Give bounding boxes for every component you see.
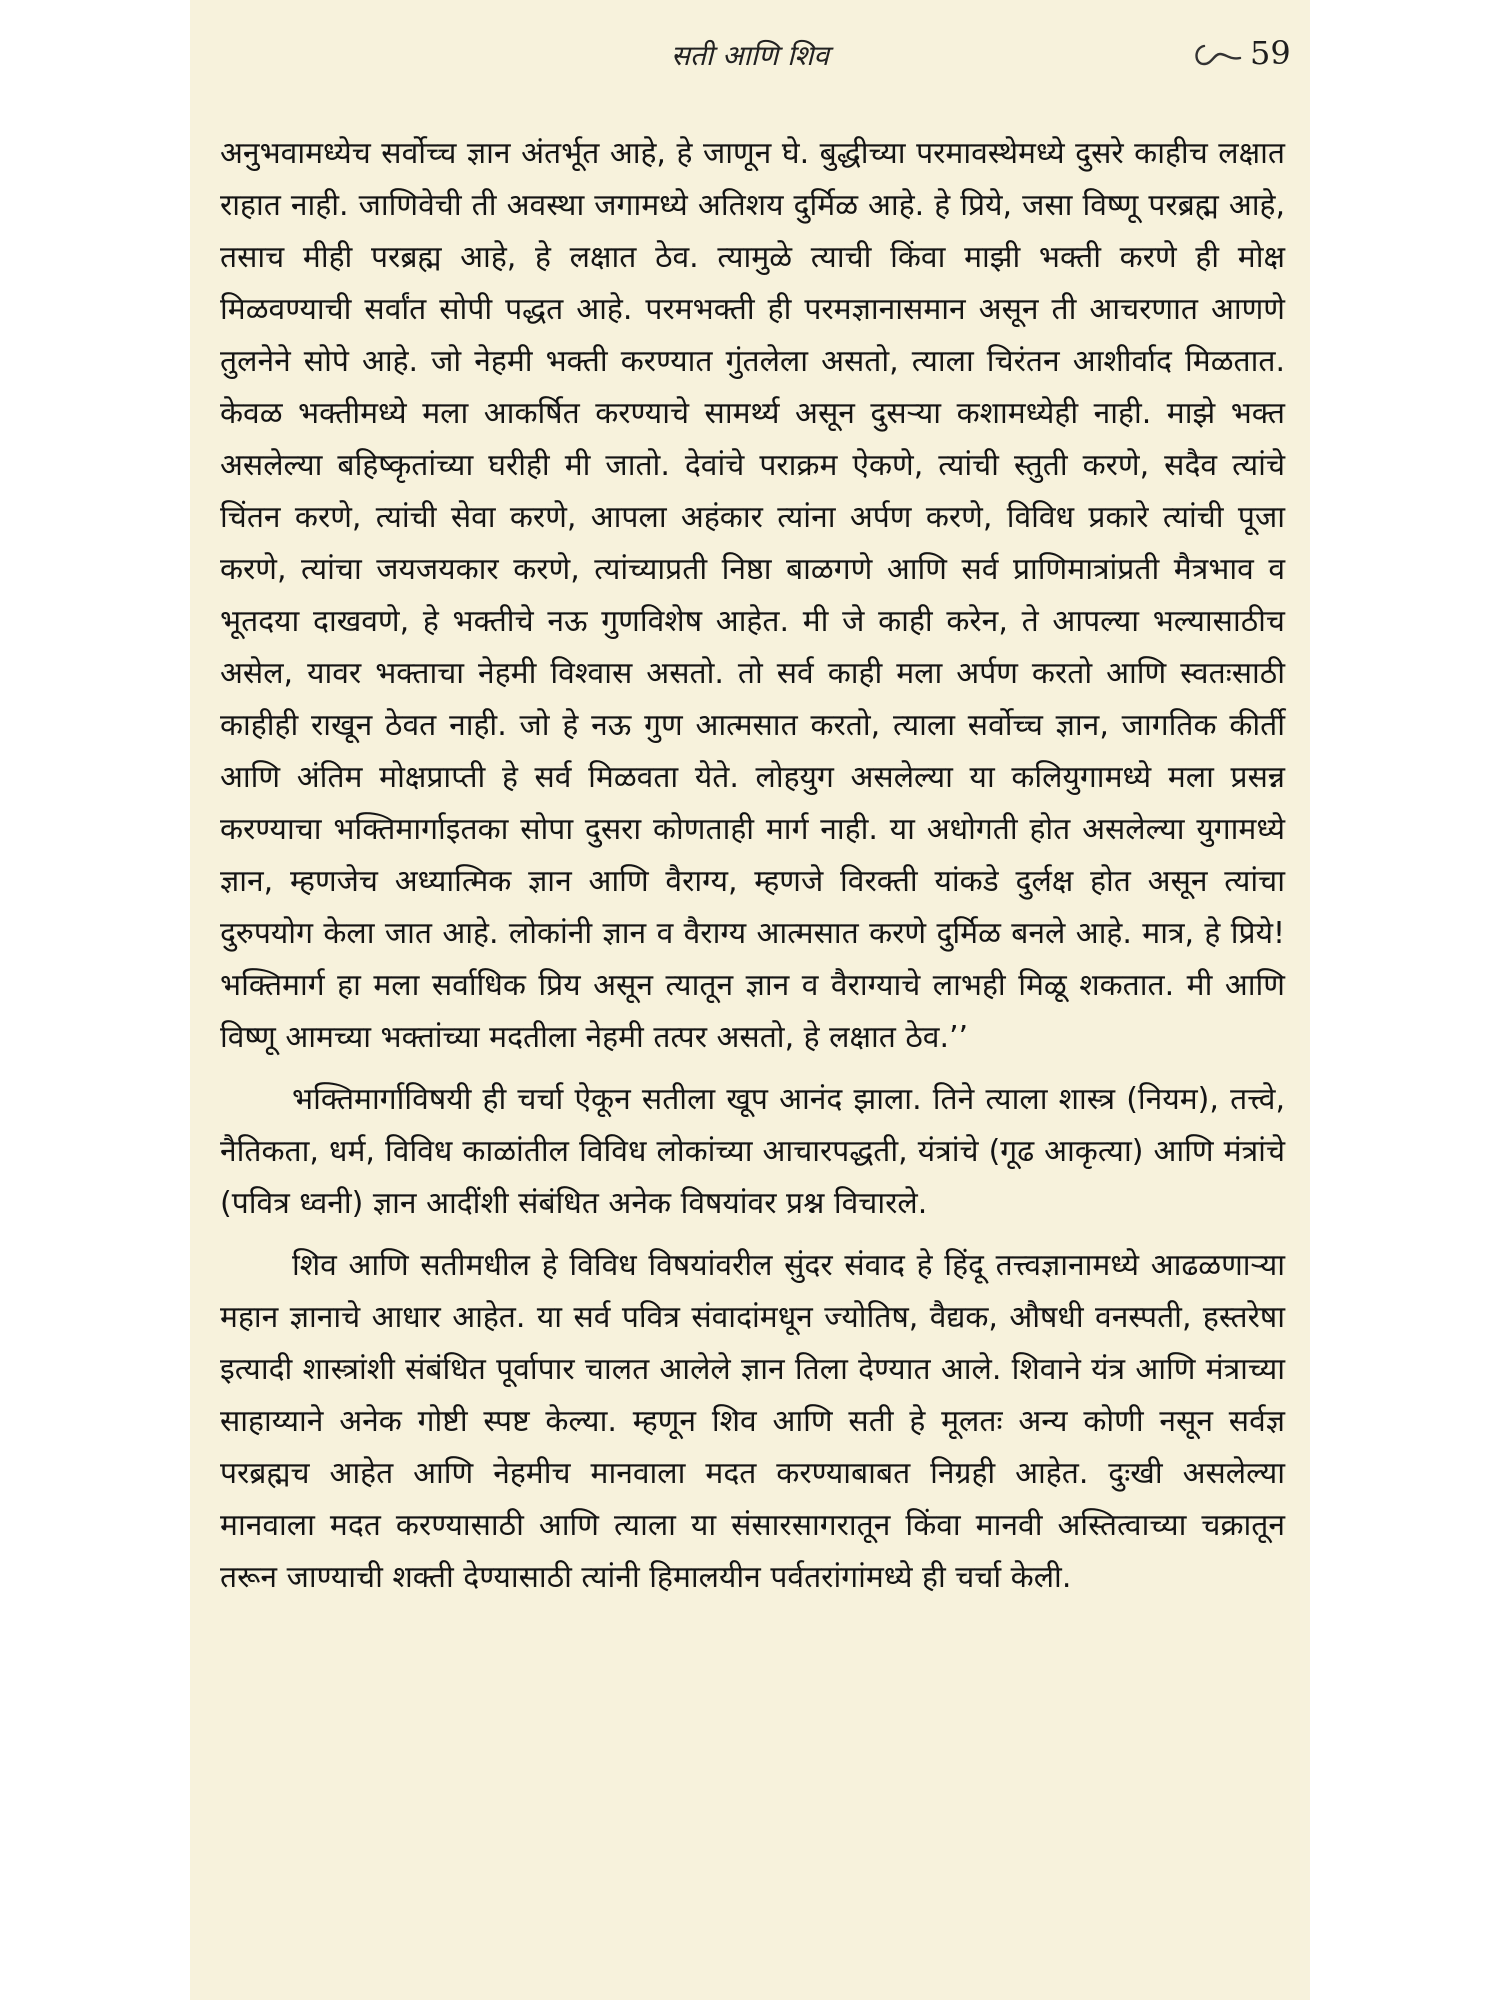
- paragraph-3: शिव आणि सतीमधील हे विविध विषयांवरील सुंदर संवाद हे हिंदू तत्त्वज्ञानामध्ये आढळणाऱ्या महान ज्ञानाचे आधार आहेत. या सर्व पवित्र संवादांमधून ज्योतिष, वैद्यक, औषधी वनस्पती, हस्तरेषा इत्यादी शास्त्रांशी संबंधित पूर्वापार चालत आलेले ज्ञान तिला देण्यात आले. शिवाने यंत्र आणि मंत्राच्या साहाय्याने अनेक गोष्टी स्पष्ट केल्या. म्हणून शिव आणि सती हे मूलतः अन्य कोणी नसून सर्वज्ञ परब्रह्मच आहेत आणि नेहमीच मानवाला मदत करण्याबाबत निग्रही आहेत. दुःखी असलेल्या मानवाला मदत करण्यासाठी आणि त्याला या संसारसागरातून किंवा मानवी अस्तित्वाच्या चक्रातून तरून जाण्याची शक्ती देण्यासाठी त्यांनी हिमालयीन पर्वतरांगांमध्ये ही चर्चा केली.: [220, 1248, 1285, 1595]
- paragraph-2: भक्तिमार्गाविषयी ही चर्चा ऐकून सतीला खूप आनंद झाला. तिने त्याला शास्त्र (नियम), तत्त्वे, नैतिकता, धर्म, विविध काळांतील विविध लोकांच्या आचारपद्धती, यंत्रांचे (गूढ आकृत्या) आणि मंत्रांचे (पवित्र ध्वनी) ज्ञान आदींशी संबंधित अनेक विषयांवर प्रश्न विचारले.: [220, 1082, 1285, 1221]
- book-page: [190, 0, 1310, 2000]
- running-title: सती आणि शिव: [671, 39, 829, 72]
- flourish-icon: [1190, 40, 1246, 70]
- running-header: [190, 30, 1310, 90]
- paragraph-1: अनुभवामध्येच सर्वोच्च ज्ञान अंतर्भूत आहे, हे जाणून घे. बुद्धीच्या परमावस्थेमध्ये दुसरे काहीच लक्षात राहात नाही. जाणिवेची ती अवस्था जगामध्ये अतिशय दुर्मिळ आहे. हे प्रिये, जसा विष्णू परब्रह्म आहे, तसाच मीही परब्रह्म आहे, हे लक्षात ठेव. त्यामुळे त्याची किंवा माझी भक्ती करणे ही मोक्ष मिळवण्याची सर्वांत सोपी पद्धत आहे. परमभक्ती ही परमज्ञानासमान असून ती आचरणात आणणे तुलनेने सोपे आहे. जो नेहमी भक्ती करण्यात गुंतलेला असतो, त्याला चिरंतन आशीर्वाद मिळतात. केवळ भक्तीमध्ये मला आकर्षित करण्याचे सामर्थ्य असून दुसऱ्या कशामध्येही नाही. माझे भक्त असलेल्या बहिष्कृतांच्या घरीही मी जातो. देवांचे पराक्रम ऐकणे, त्यांची स्तुती करणे, सदैव त्यांचे चिंतन करणे, त्यांची सेवा करणे, आपला अहंकार त्यांना अर्पण करणे, विविध प्रकारे त्यांची पूजा करणे, त्यांचा जयजयकार करणे, त्यांच्याप्रती निष्ठा बाळगणे आणि सर्व प्राणिमात्रांप्रती मैत्रभाव व भूतदया दाखवणे, हे भक्तीचे नऊ गुणविशेष आहेत. मी जे काही करेन, ते आपल्या भल्यासाठीच असेल, यावर भक्ताचा नेहमी विश्वास असतो. तो सर्व काही मला अर्पण करतो आणि स्वतःसाठी काहीही राखून ठेवत नाही. जो हे नऊ गुण आत्मसात करतो, त्याला सर्वोच्च ज्ञान, जागतिक कीर्ती आणि अंतिम मोक्षप्राप्ती हे सर्व मिळवता येते. लोहयुग असलेल्या या कलियुगामध्ये मला प्रसन्न करण्याचा भक्तिमार्गाइतका सोपा दुसरा कोणताही मार्ग नाही. या अधोगती होत असलेल्या युगामध्ये ज्ञान, म्हणजेच अध्यात्मिक ज्ञान आणि वैराग्य, म्हणजे विरक्ती यांकडे दुर्लक्ष होत असून त्यांचा दुरुपयोग केला जात आहे. लोकांनी ज्ञान व वैराग्य आत्मसात करणे दुर्मिळ बनले आहे. मात्र, हे प्रिये! भक्तिमार्ग हा मला सर्वाधिक प्रिय असून त्यातून ज्ञान व वैराग्याचे लाभही मिळू शकतात. मी आणि विष्णू आमच्या भक्तांच्या मदतीला नेहमी तत्पर असतो, हे लक्षात ठेव.’’: [220, 136, 1285, 1055]
- body-text: [220, 128, 1285, 1614]
- page-number: 59: [1250, 34, 1291, 72]
